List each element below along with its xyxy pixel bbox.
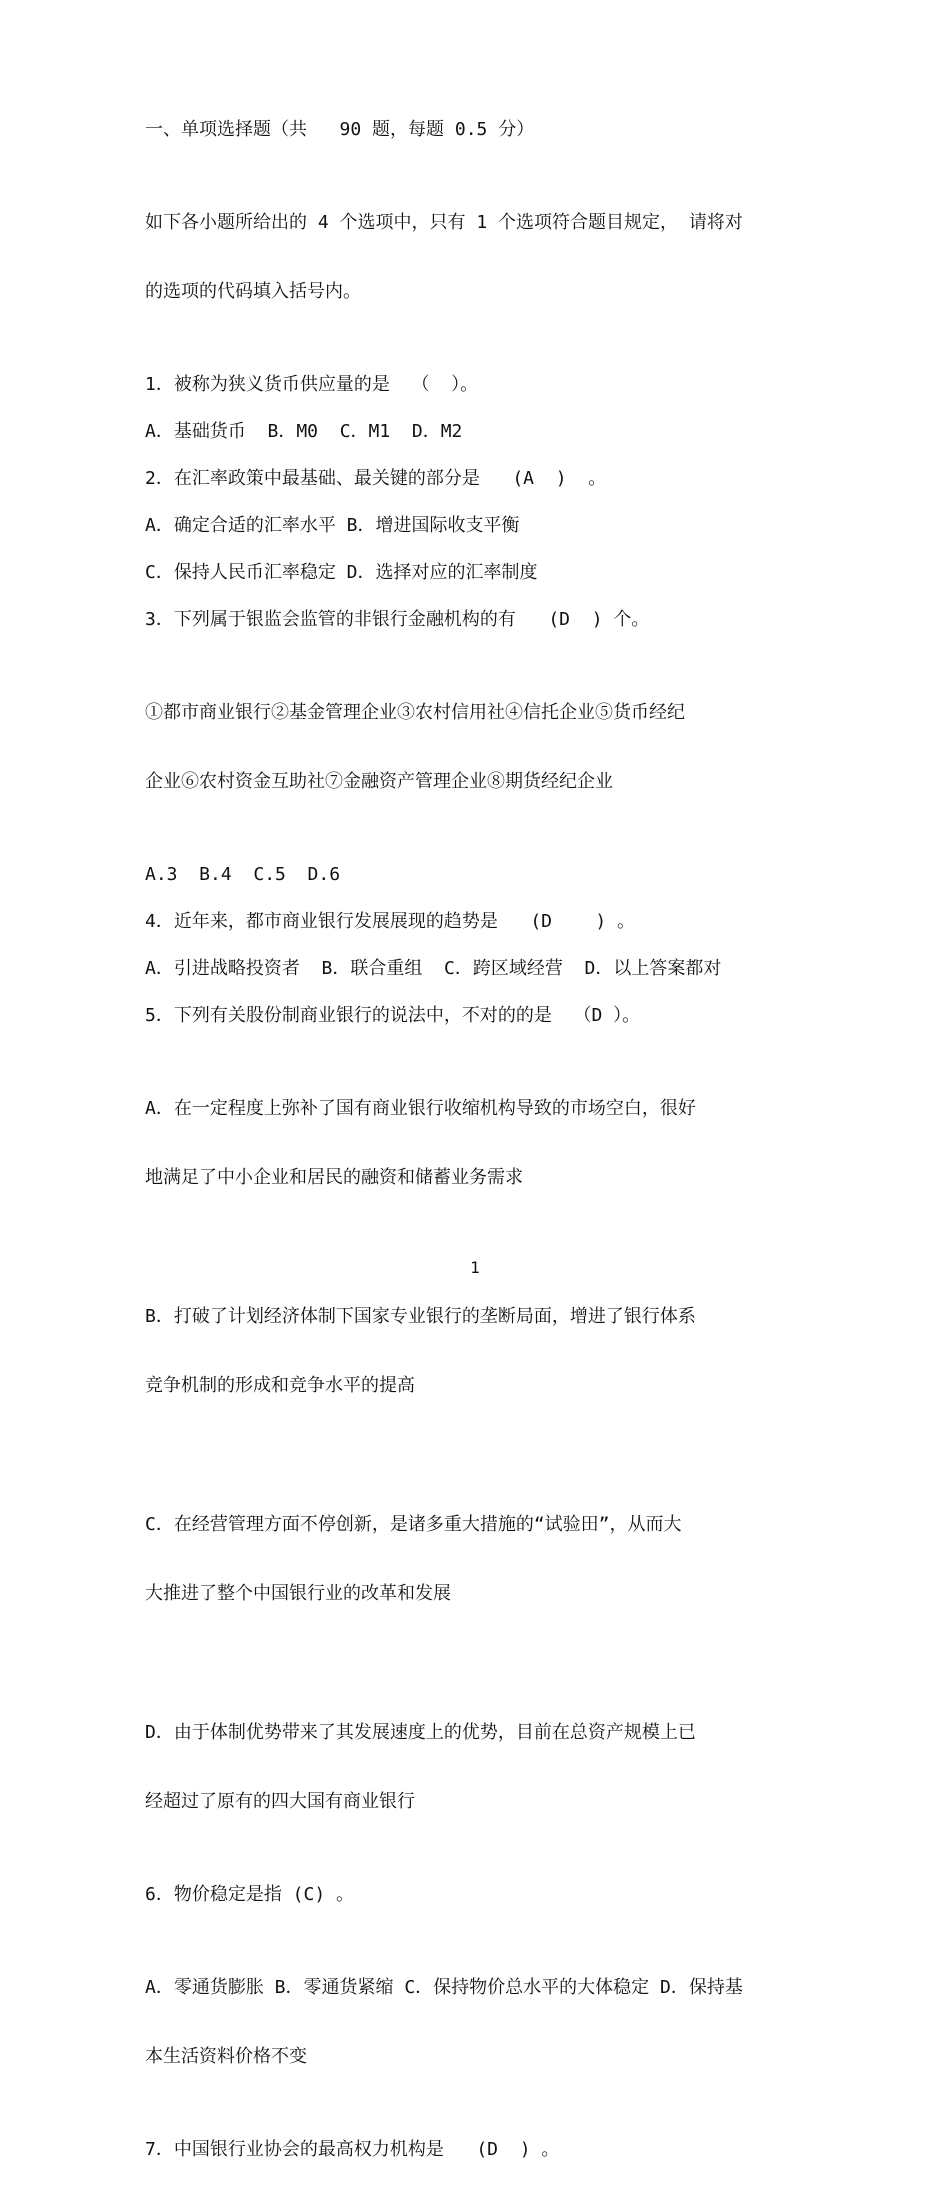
question-3-list-line-2: 企业⑥农村资金互助社⑦金融资产管理企业⑧期货经纪企业 bbox=[145, 771, 613, 792]
question-6-options-line-2: 本生活资料价格不变 bbox=[145, 2046, 307, 2067]
question-5-option-d bbox=[145, 1675, 805, 1859]
question-4-options: A．引进战略投资者 B．联合重组 C．跨区域经营 D．以上答案都对 bbox=[145, 958, 722, 979]
question-5-option-a-line-1: A．在一定程度上弥补了国有商业银行收缩机构导致的市场空白，很好 bbox=[145, 1098, 696, 1119]
question-5-option-d-line-1: D．由于体制优势带来了其发展速度上的优势，目前在总资产规模上已 bbox=[145, 1722, 696, 1743]
question-3-list-line-1: ①都市商业银行②基金管理企业③农村信用社④信托企业⑤货币经纪 bbox=[145, 702, 685, 723]
question-1-stem: 1．被称为狭义货币供应量的是 （ ）。 bbox=[145, 374, 479, 395]
question-4-stem: 4．近年来，都市商业银行发展展现的趋势是 (D ) 。 bbox=[145, 911, 636, 932]
question-2-stem: 2．在汇率政策中最基础、最关键的部分是 (A ) 。 bbox=[145, 468, 607, 489]
question-5-option-c bbox=[145, 1467, 805, 1651]
question-5-option-b-line-2: 竞争机制的形成和竞争水平的提高 bbox=[145, 1375, 415, 1396]
page-number: 1 bbox=[470, 1258, 480, 1277]
question-5-option-a-line-2: 地满足了中小企业和居民的融资和储蓄业务需求 bbox=[145, 1167, 523, 1188]
question-3-stem: 3．下列属于银监会监管的非银行金融机构的有 (D ) 个。 bbox=[145, 609, 650, 630]
question-1-options: A．基础货币 B．M0 C．M1 D．M2 bbox=[145, 421, 463, 442]
question-5-option-c-line-1: C．在经营管理方面不停创新，是诸多重大措施的“试验田”，从而大 bbox=[145, 1514, 682, 1535]
question-5-stem: 5．下列有关股份制商业银行的说法中，不对的的是 （D ）。 bbox=[145, 1005, 641, 1026]
question-5-option-c-line-2: 大推进了整个中国银行业的改革和发展 bbox=[145, 1583, 451, 1604]
question-6-options bbox=[145, 1930, 805, 2114]
question-2-options-ab: A．确定合适的汇率水平 B．增进国际收支平衡 bbox=[145, 515, 520, 536]
instructions bbox=[145, 165, 805, 349]
question-5-option-d-line-2: 经超过了原有的四大国有商业银行 bbox=[145, 1791, 415, 1812]
question-7-stem: 7．中国银行业协会的最高权力机构是 (D ) 。 bbox=[145, 2139, 560, 2160]
instructions-line-1: 如下各小题所给出的 4 个选项中，只有 1 个选项符合题目规定， 请将对 bbox=[145, 212, 743, 233]
question-6-stem: 6．物价稳定是指 (C) 。 bbox=[145, 1884, 355, 1905]
question-5-option-a bbox=[145, 1051, 805, 1235]
question-5-option-b-line-1: B．打破了计划经济体制下国家专业银行的垄断局面，增进了银行体系 bbox=[145, 1306, 696, 1327]
question-3-options: A.3 B.4 C.5 D.6 bbox=[145, 864, 341, 885]
question-6-options-line-1: A．零通货膨胀 B．零通货紧缩 C．保持物价总水平的大体稳定 D．保持基 bbox=[145, 1977, 743, 1998]
document-body bbox=[145, 118, 805, 2185]
question-3-list bbox=[145, 655, 805, 839]
instructions-line-2: 的选项的代码填入括号内。 bbox=[145, 281, 361, 302]
section-title: 一、单项选择题（共 90 题，每题 0.5 分） bbox=[145, 119, 535, 140]
question-2-options-cd: C．保持人民币汇率稳定 D．选择对应的汇率制度 bbox=[145, 562, 538, 583]
question-5-option-b bbox=[145, 1259, 805, 1443]
